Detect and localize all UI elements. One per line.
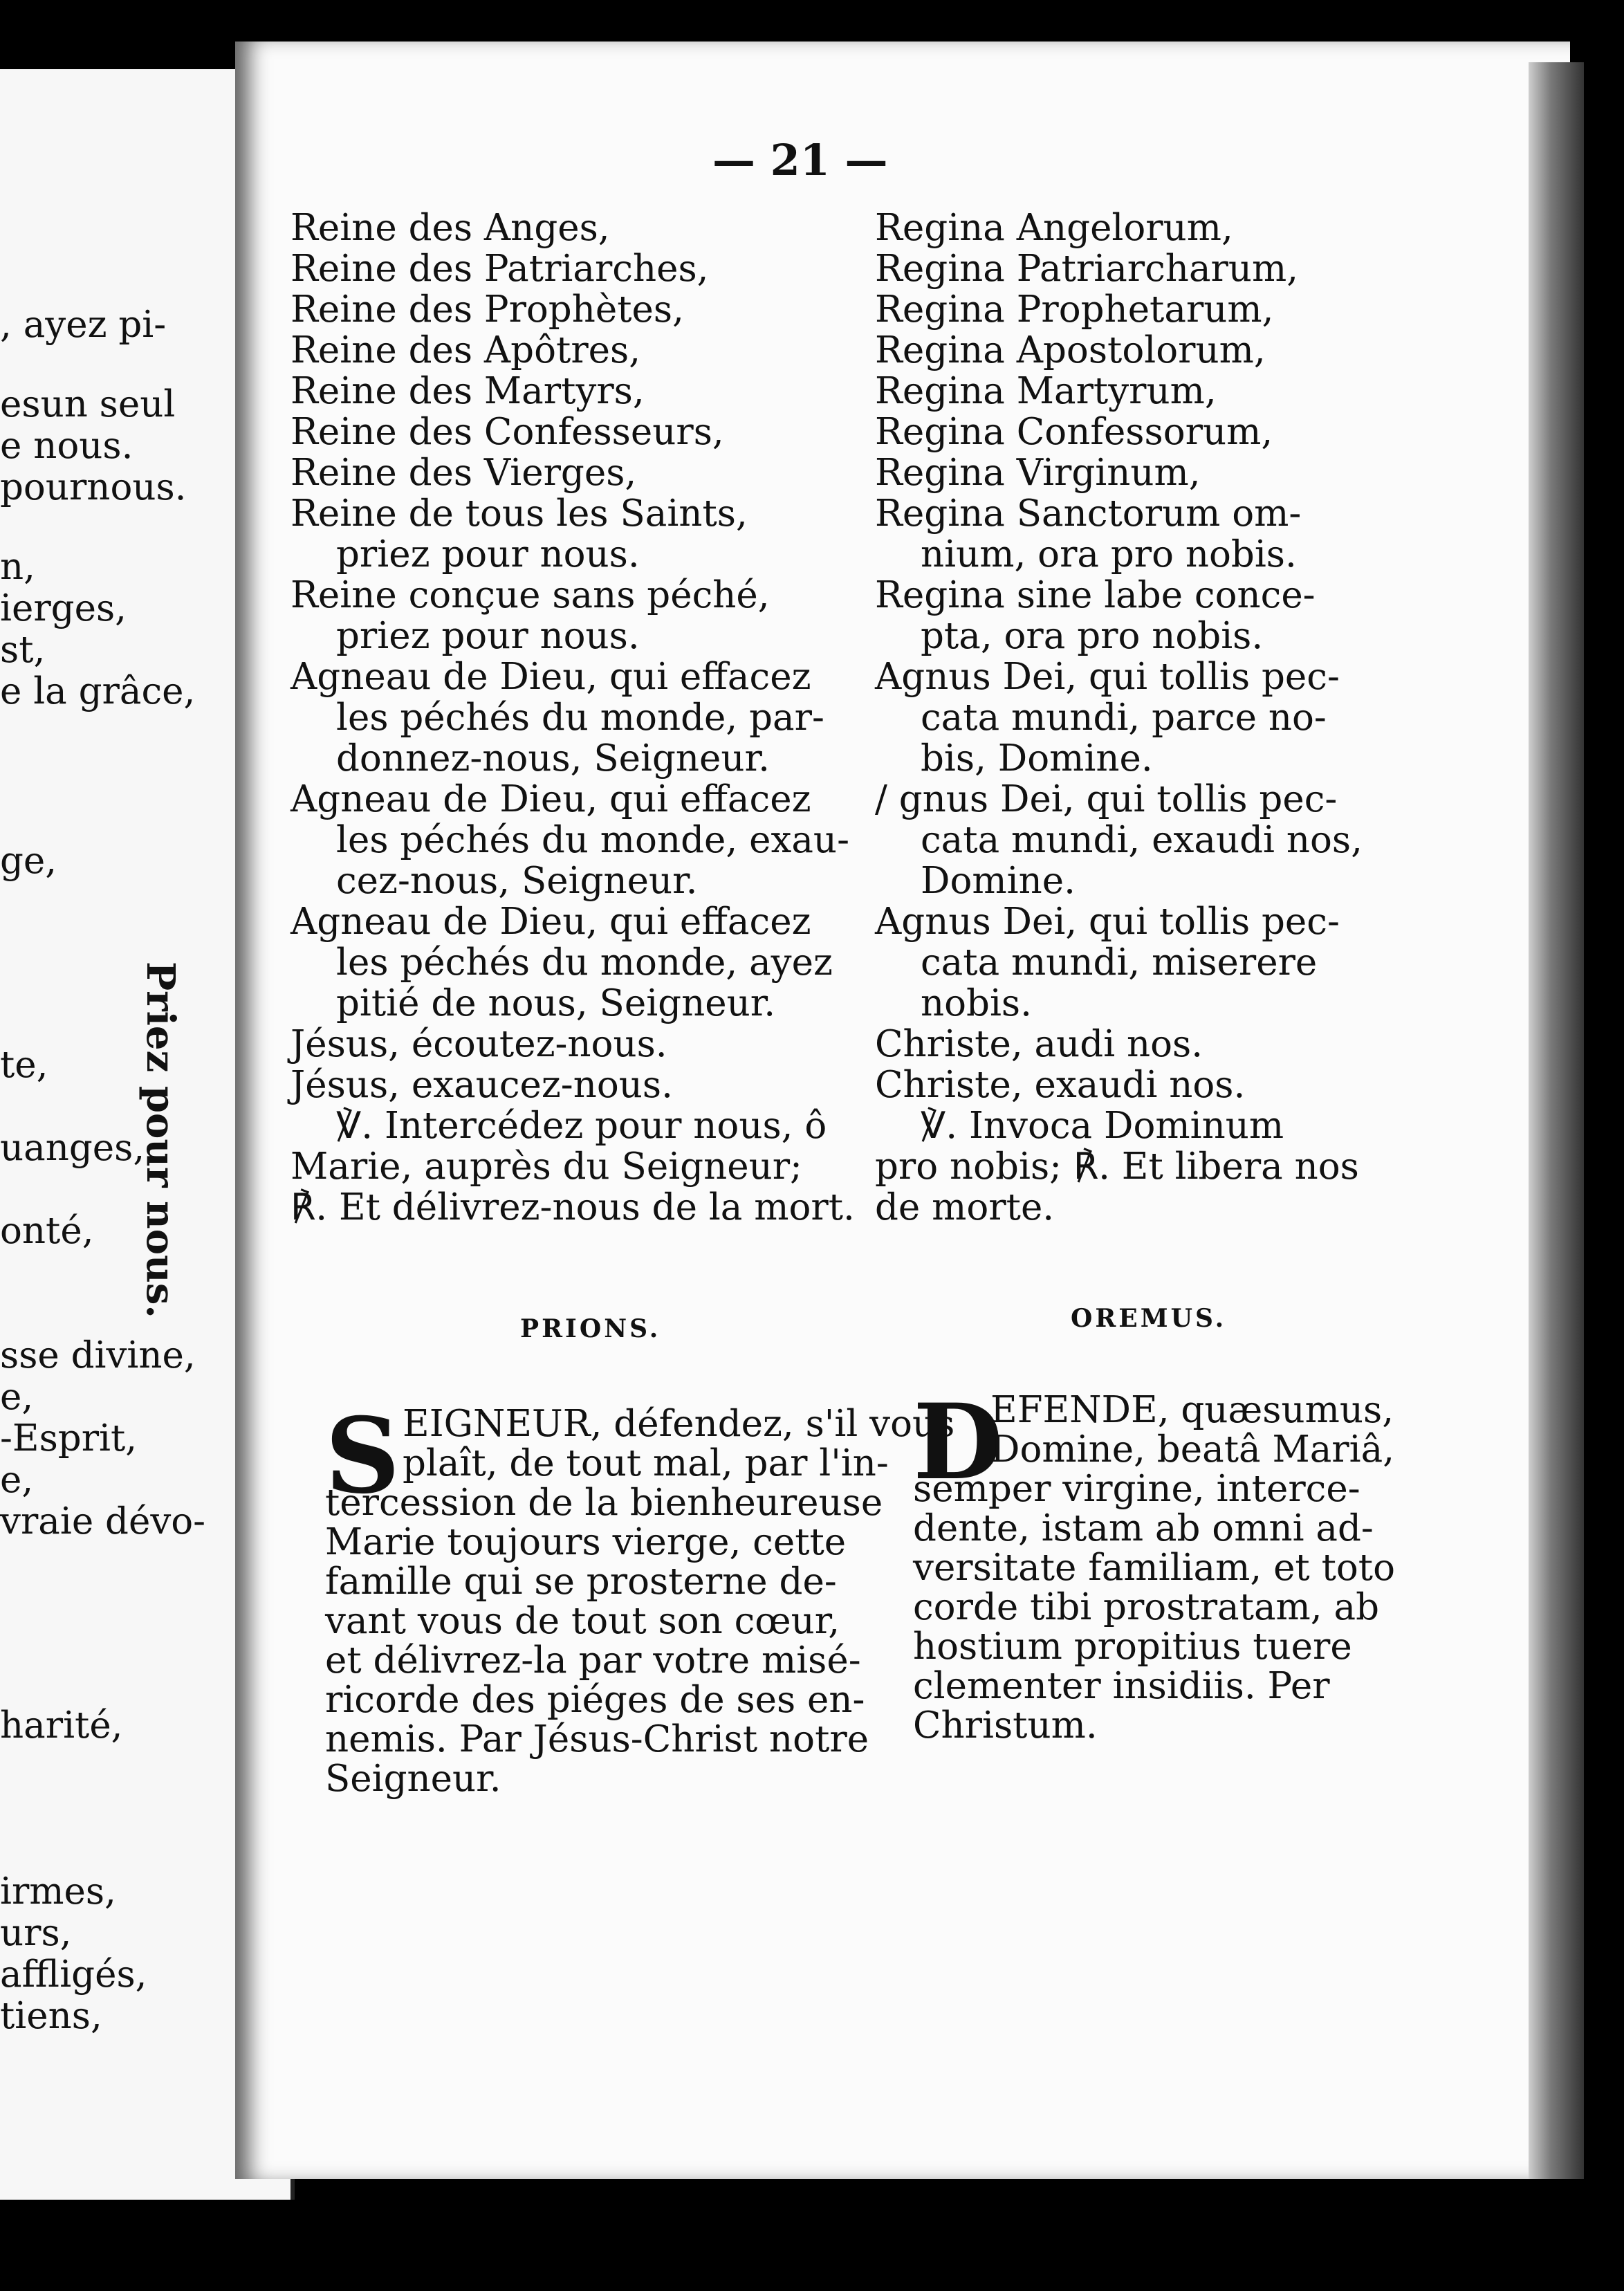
litany-line-fr: Jésus, écoutez-nous. [290, 1023, 667, 1065]
litany-line-la: pta, ora pro nobis. [921, 615, 1264, 657]
litany-line-fr: cez-nous, Seigneur. [336, 860, 698, 902]
left-page-fragment: n, [0, 546, 35, 588]
litany-line-fr: priez pour nous. [336, 533, 640, 576]
dropcap-latin: D [913, 1381, 1004, 1503]
litany-line-fr: Jésus, exaucez-nous. [290, 1064, 673, 1106]
book-edge [1529, 62, 1584, 2179]
left-page-fragment: e, [0, 1376, 34, 1418]
litany-line-fr: Marie, auprès du Seigneur; [290, 1146, 802, 1188]
left-page-fragment: -Esprit, [0, 1417, 138, 1460]
prayer-line-fr: Seigneur. [325, 1758, 501, 1800]
prayer-latin [913, 1381, 1411, 1747]
litany-line-fr: donnez-nous, Seigneur. [336, 737, 770, 780]
left-page-fragment: urs, [0, 1912, 72, 1954]
prayer-line-fr: vant vous de tout son cœur, [325, 1600, 840, 1642]
left-page-fragment: e, [0, 1459, 34, 1501]
left-page-fragment: te, [0, 1044, 48, 1086]
litany-line-fr: Reine conçue sans péché, [290, 574, 770, 616]
left-page-fragment: e nous. [0, 425, 133, 467]
litany-line-la: Regina Virginum, [875, 452, 1201, 494]
prayer-line-la: Christum. [913, 1704, 1098, 1747]
litany-line-la: Regina sine labe conce- [875, 574, 1316, 616]
heading-prions: PRIONS. [520, 1314, 661, 1343]
left-page-fragment: uanges, [0, 1127, 145, 1169]
litany-line-la: Regina Patriarcharum, [875, 248, 1299, 290]
left-page-fragment: e la grâce, [0, 670, 196, 712]
litany-line-la: pro nobis; ℟. Et libera nos [875, 1146, 1359, 1188]
litany-line-la: Regina Martyrum, [875, 370, 1217, 412]
litany-line-fr: Reine des Vierges, [290, 452, 637, 494]
litany-line-la: Regina Sanctorum om- [875, 493, 1302, 535]
dropcap-french: S [325, 1395, 400, 1517]
prayer-line-la: Domine, beatâ Mariâ, [990, 1428, 1395, 1471]
prayer-line-la: dente, istam ab omni ad- [913, 1507, 1374, 1549]
side-text-priez-pour-nous: Priez pour nous. [138, 962, 183, 1318]
litany-line-la: bis, Domine. [921, 737, 1153, 780]
litany-line-la: de morte. [875, 1186, 1055, 1229]
left-page-fragment: ierges, [0, 587, 127, 629]
litany-line-fr: les péchés du monde, ayez [336, 941, 833, 984]
prayer-line-fr: et délivrez-la par votre misé- [325, 1639, 861, 1682]
litany-line-fr: Reine des Anges, [290, 207, 610, 249]
litany-line-fr: Agneau de Dieu, qui effacez [290, 656, 811, 698]
prayer-line-fr: EIGNEUR, défendez, s'il vous [403, 1403, 955, 1445]
litany-line-fr: les péchés du monde, par- [336, 697, 824, 739]
litany-line-fr: Reine des Confesseurs, [290, 411, 724, 453]
litany-line-fr: Reine des Apôtres, [290, 329, 641, 371]
litany-line-fr: Reine des Patriarches, [290, 248, 709, 290]
litany-line-la: Agnus Dei, qui tollis pec- [875, 901, 1340, 943]
prayer-line-la: versitate familiam, et toto [913, 1547, 1395, 1589]
prayer-line-fr: tercession de la bienheureuse [325, 1482, 883, 1524]
left-page-fragment: ge, [0, 840, 57, 882]
litany-line-fr: Reine de tous les Saints, [290, 493, 748, 535]
litany-line-la: Agnus Dei, qui tollis pec- [875, 656, 1340, 698]
litany-line-la: Domine. [921, 860, 1076, 902]
litany-line-fr: priez pour nous. [336, 615, 640, 657]
litany-line-fr: Reine des Martyrs, [290, 370, 645, 412]
litany-line-la: cata mundi, exaudi nos, [921, 819, 1363, 861]
prayer-line-la: semper virgine, interce- [913, 1468, 1360, 1510]
prayer-line-la: corde tibi prostratam, ab [913, 1586, 1380, 1628]
left-page-fragment: sse divine, [0, 1334, 196, 1377]
litany-line-la: Regina Angelorum, [875, 207, 1233, 249]
left-page-fragment: onté, [0, 1210, 94, 1252]
heading-oremus: OREMUS. [1071, 1304, 1227, 1333]
prayer-line-fr: plaît, de tout mal, par l'in- [403, 1442, 889, 1484]
prayer-line-la: clementer insidiis. Per [913, 1665, 1330, 1707]
litany-line-fr: Agneau de Dieu, qui effacez [290, 901, 811, 943]
litany-line-la: Christe, exaudi nos. [875, 1064, 1246, 1106]
prayer-french [325, 1395, 955, 1800]
prayer-line-fr: ricorde des piéges de ses en- [325, 1679, 865, 1721]
litany-line-la: ℣. Invoca Dominum [921, 1105, 1284, 1147]
litany-line-la: Regina Confessorum, [875, 411, 1273, 453]
left-page-fragment: pournous. [0, 466, 187, 508]
litany-line-fr: Agneau de Dieu, qui effacez [290, 778, 811, 820]
litany-line-la: nobis. [921, 982, 1032, 1024]
prayer-line-la: EFENDE, quæsumus, [990, 1389, 1394, 1431]
litany-line-fr: ℟. Et délivrez-nous de la mort. [290, 1186, 855, 1229]
litany-line-fr: les péchés du monde, exau- [336, 819, 849, 861]
litany-line-la: cata mundi, parce no- [921, 697, 1327, 739]
left-page-fragment: vraie dévo- [0, 1500, 206, 1543]
left-page-fragment: affligés, [0, 1953, 147, 1996]
litany-french [290, 208, 878, 1228]
litany-line-fr: Reine des Prophètes, [290, 288, 684, 331]
litany-line-la: / gnus Dei, qui tollis pec- [875, 778, 1338, 820]
left-page-fragment: irmes, [0, 1870, 116, 1913]
litany-line-fr: pitié de nous, Seigneur. [336, 982, 776, 1024]
left-page-fragment: , ayez pi- [0, 304, 167, 346]
prayer-line-fr: nemis. Par Jésus-Christ notre [325, 1718, 869, 1760]
left-page-fragment: esun seul [0, 383, 176, 425]
page-number: — 21 — [712, 135, 888, 185]
litany-line-la: cata mundi, miserere [921, 941, 1318, 984]
prayer-line-fr: famille qui se prosterne de- [325, 1561, 837, 1603]
left-page-fragment: st, [0, 629, 46, 671]
prayer-line-fr: Marie toujours vierge, cette [325, 1521, 847, 1563]
litany-line-la: Regina Apostolorum, [875, 329, 1266, 371]
litany-line-la: Christe, audi nos. [875, 1023, 1203, 1065]
prayer-line-la: hostium propitius tuere [913, 1626, 1352, 1668]
left-page-fragment: harité, [0, 1704, 123, 1747]
left-page-fragment: tiens, [0, 1995, 102, 2037]
litany-line-la: nium, ora pro nobis. [921, 533, 1297, 576]
litany-line-fr: ℣. Intercédez pour nous, ô [336, 1105, 827, 1147]
litany-line-la: Regina Prophetarum, [875, 288, 1274, 331]
litany-latin [875, 208, 1387, 1228]
